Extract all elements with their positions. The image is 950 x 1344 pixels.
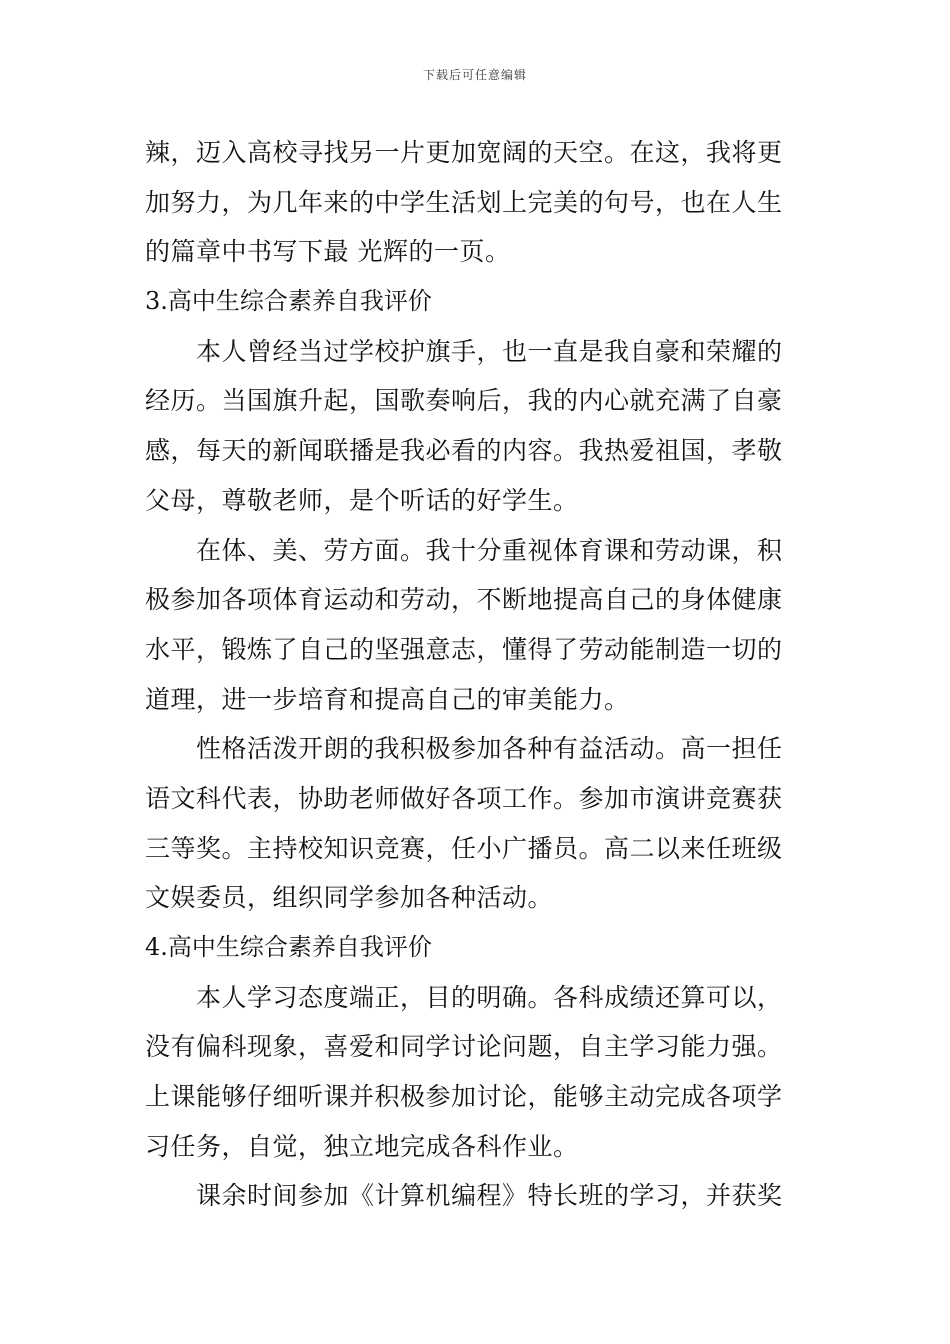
page-header-watermark: 下载后可任意编辑 <box>422 68 527 82</box>
body-text-line: 三等奖。主持校知识竞赛，任小广播员。高二以来任班级 <box>145 833 783 863</box>
body-text-line: 加努力，为几年来的中学生活划上完美的句号，也在人生 <box>145 187 783 217</box>
body-text-line: 性格活泼开朗的我积极参加各种有益活动。高一担任 <box>196 734 783 764</box>
body-text-line: 的篇章中书写下最 光辉的一页。 <box>145 237 511 267</box>
body-text-line: 辣，迈入高校寻找另一片更加宽阔的天空。在这，我将更 <box>145 138 783 167</box>
body-text-line: 经历。当国旗升起，国歌奏响后，我的内心就充满了自豪 <box>145 386 783 416</box>
body-text-line: 上课能够仔细听课并积极参加讨论，能够主动完成各项学 <box>145 1082 783 1112</box>
body-text-line: 父母，尊敬老师，是个听话的好学生。 <box>145 485 579 515</box>
body-text-line: 感，每天的新闻联播是我必看的内容。我热爱祖国，孝敬 <box>145 436 783 466</box>
body-text-line: 极参加各项体育运动和劳动，不断地提高自己的身体健康 <box>145 585 783 615</box>
body-text-line: 习任务，自觉，独立地完成各科作业。 <box>145 1131 579 1161</box>
section-heading: 4.高中生综合素养自我评价 <box>145 933 432 961</box>
body-text-line: 没有偏科现象，喜爱和同学讨论问题，自主学习能力强。 <box>145 1032 783 1062</box>
document-body <box>145 128 815 1221</box>
body-text-line: 语文科代表，协助老师做好各项工作。参加市演讲竞赛获 <box>145 783 783 813</box>
body-text-line: 本人学习态度端正，目的明确。各科成绩还算可以， <box>196 982 783 1012</box>
body-text-line: 水平，锻炼了自己的坚强意志，懂得了劳动能制造一切的 <box>145 634 783 664</box>
section-heading: 3.高中生综合素养自我评价 <box>145 287 432 316</box>
body-text-line: 文娱委员，组织同学参加各种活动。 <box>145 883 554 913</box>
body-text-line: 在体、美、劳方面。我十分重视体育课和劳动课，积 <box>196 535 783 565</box>
body-text-line: 课余时间参加《计算机编程》特长班的学习，并获奖 <box>196 1181 783 1211</box>
body-text-line: 道理，进一步培育和提高自己的审美能力。 <box>145 684 630 714</box>
body-text-line: 本人曾经当过学校护旗手，也一直是我自豪和荣耀的 <box>196 336 783 366</box>
